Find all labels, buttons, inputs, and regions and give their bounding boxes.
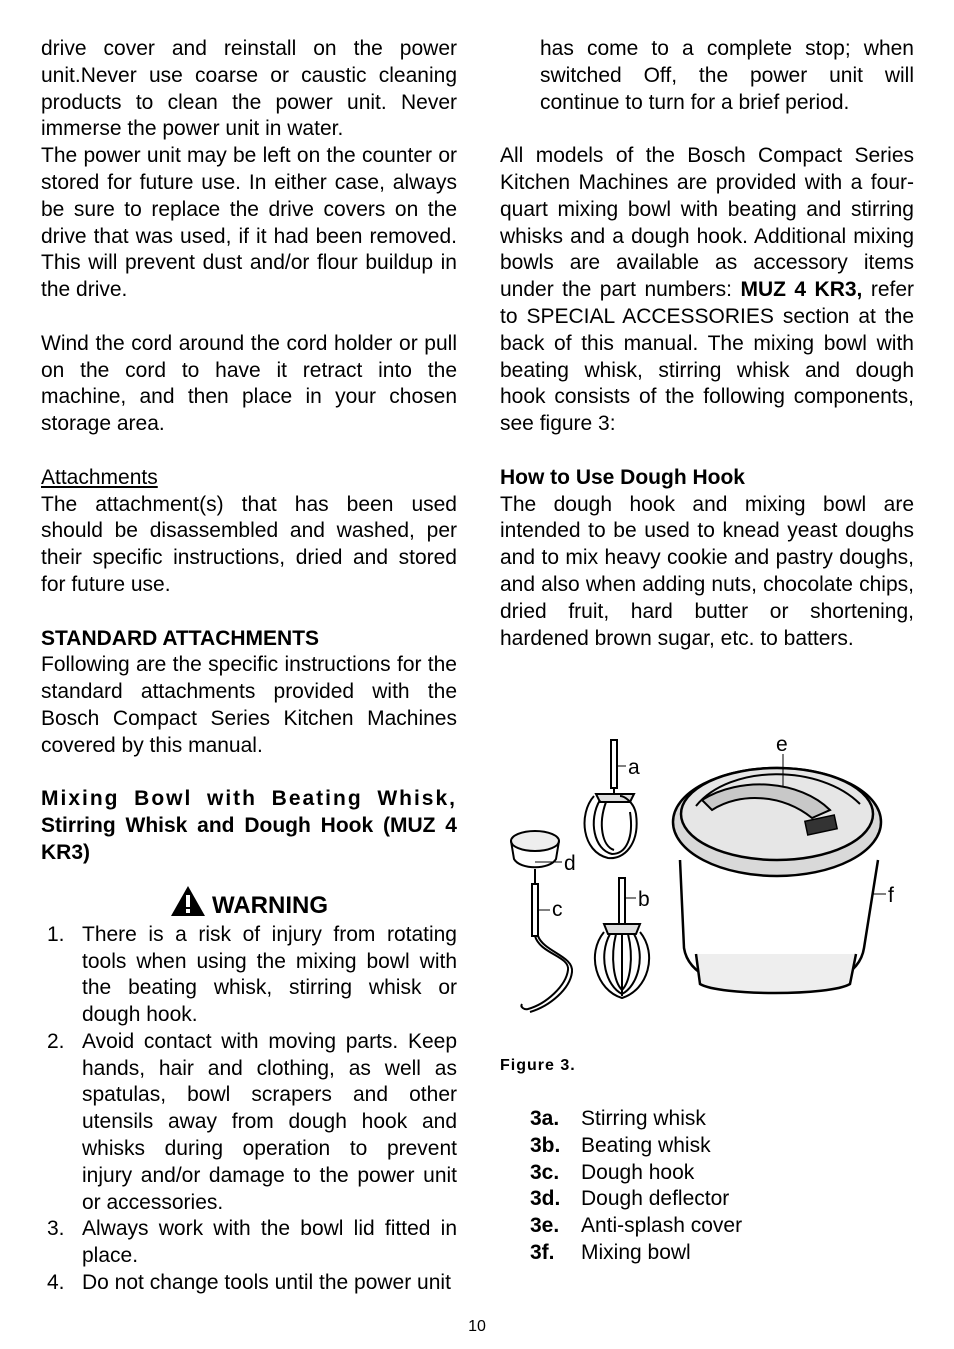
paragraph-attachments: The attachment(s) that has been used should be disassembled and washed, per their specific instructions, dried and stored for future use. [41, 492, 457, 596]
label-f: f [888, 884, 894, 907]
paragraph-dough-hook: The dough hook and mixing bowl are intended to be used to knead yeast doughs and to mix heavy cookie and pastry doughs, and also when adding nuts, chocolate chips, dried fruit, hard butter or shortening, hardened brown sugar, etc. to batters. [500, 492, 914, 650]
dough-hook-heading: How to Use Dough Hook [500, 465, 745, 489]
parts-list [530, 1106, 742, 1267]
list-item: 3b. Beating whisk [530, 1133, 711, 1157]
paragraph-models: All models of the Bosch Compact Series Kitchen Machines are provided with a four-quart mixing bowl with beating and stirring whisks and a dough hook. Additional mixing bowls are available as accessory items under the part numbers: MUZ 4 KR3, refer to SPECIAL ACCESSORIES section at the back of this manual. The mixing bowl with beating whisk, stirring whisk and dough hook consists of the following components, see figure 3: [500, 144, 915, 436]
warning-label: WARNING [212, 891, 328, 919]
list-item: 4. Do not change tools until the power unit [47, 1271, 451, 1295]
paragraph-continuation: has come to a complete stop; when switched Off, the power unit will continue to turn for a brief period. [540, 37, 914, 114]
list-item: 1. There is a risk of injury from rotating tools when using the mixing bowl with the beating whisk, stirring whisk or dough hook. [47, 922, 457, 1027]
warning-icon [170, 885, 206, 917]
figure-caption: Figure 3. [500, 1057, 576, 1074]
attachments-heading: Attachments [41, 465, 158, 489]
standard-attachments-heading: STANDARD ATTACHMENTS [41, 626, 320, 650]
list-item: 3f. Mixing bowl [530, 1240, 691, 1264]
list-item: 2. Avoid contact with moving parts. Keep hands, hair and clothing, as well as spatulas, bowl scrapers and other utensils away from dough hook and whisks during operation to prevent injury and/or damage to the power unit or accessories. [47, 1029, 457, 1214]
figure-3-illustration [500, 734, 900, 1024]
mixing-heading-line1: Mixing Bowl with Beating Whisk, [41, 787, 457, 811]
mixing-bowl-drawing [673, 768, 881, 993]
paragraph-storage: The power unit may be left on the counter or stored for future use. In either case, always be sure to replace the drive covers on the drive that was used, if it had been removed. This will prevent dust and/or flour buildup in the drive. [41, 144, 457, 302]
part-number: MUZ 4 KR3, [740, 278, 863, 302]
label-b: b [638, 888, 650, 911]
list-item: 3e. Anti-splash cover [530, 1214, 743, 1238]
left-column [41, 36, 457, 1297]
dough-hook-drawing [511, 831, 572, 1012]
warning-heading [41, 885, 457, 922]
label-c: c [552, 898, 563, 921]
page-number: 10 [468, 1318, 486, 1335]
list-item: 3a. Stirring whisk [530, 1107, 706, 1130]
paragraph-cleaning: drive cover and reinstall on the power unit.Never use coarse or caustic cleaning products to clean the power unit. Never immerse the power unit in water. [41, 37, 457, 141]
mixing-bowl-heading [41, 786, 457, 866]
paragraph-standard: Following are the specific instructions for the standard attachments provided with the Bosch Compact Series Kitchen Machines covered by this manual. [41, 653, 457, 757]
right-column [500, 36, 914, 652]
list-item: 3c. Dough hook [530, 1160, 695, 1184]
warning-list [41, 922, 457, 1297]
label-e: e [776, 734, 788, 756]
label-d: d [564, 852, 576, 875]
paragraph-cord: Wind the cord around the cord holder or pull on the cord to have it retract into the machine, and then place in your chosen storage area. [41, 331, 457, 436]
list-item: 3d. Dough deflector [530, 1187, 730, 1211]
mixing-heading-line2: Stirring Whisk and Dough Hook (MUZ 4 KR3) [41, 814, 457, 864]
label-a: a [628, 756, 640, 779]
list-item: 3. Always work with the bowl lid fitted in place. [47, 1217, 457, 1268]
